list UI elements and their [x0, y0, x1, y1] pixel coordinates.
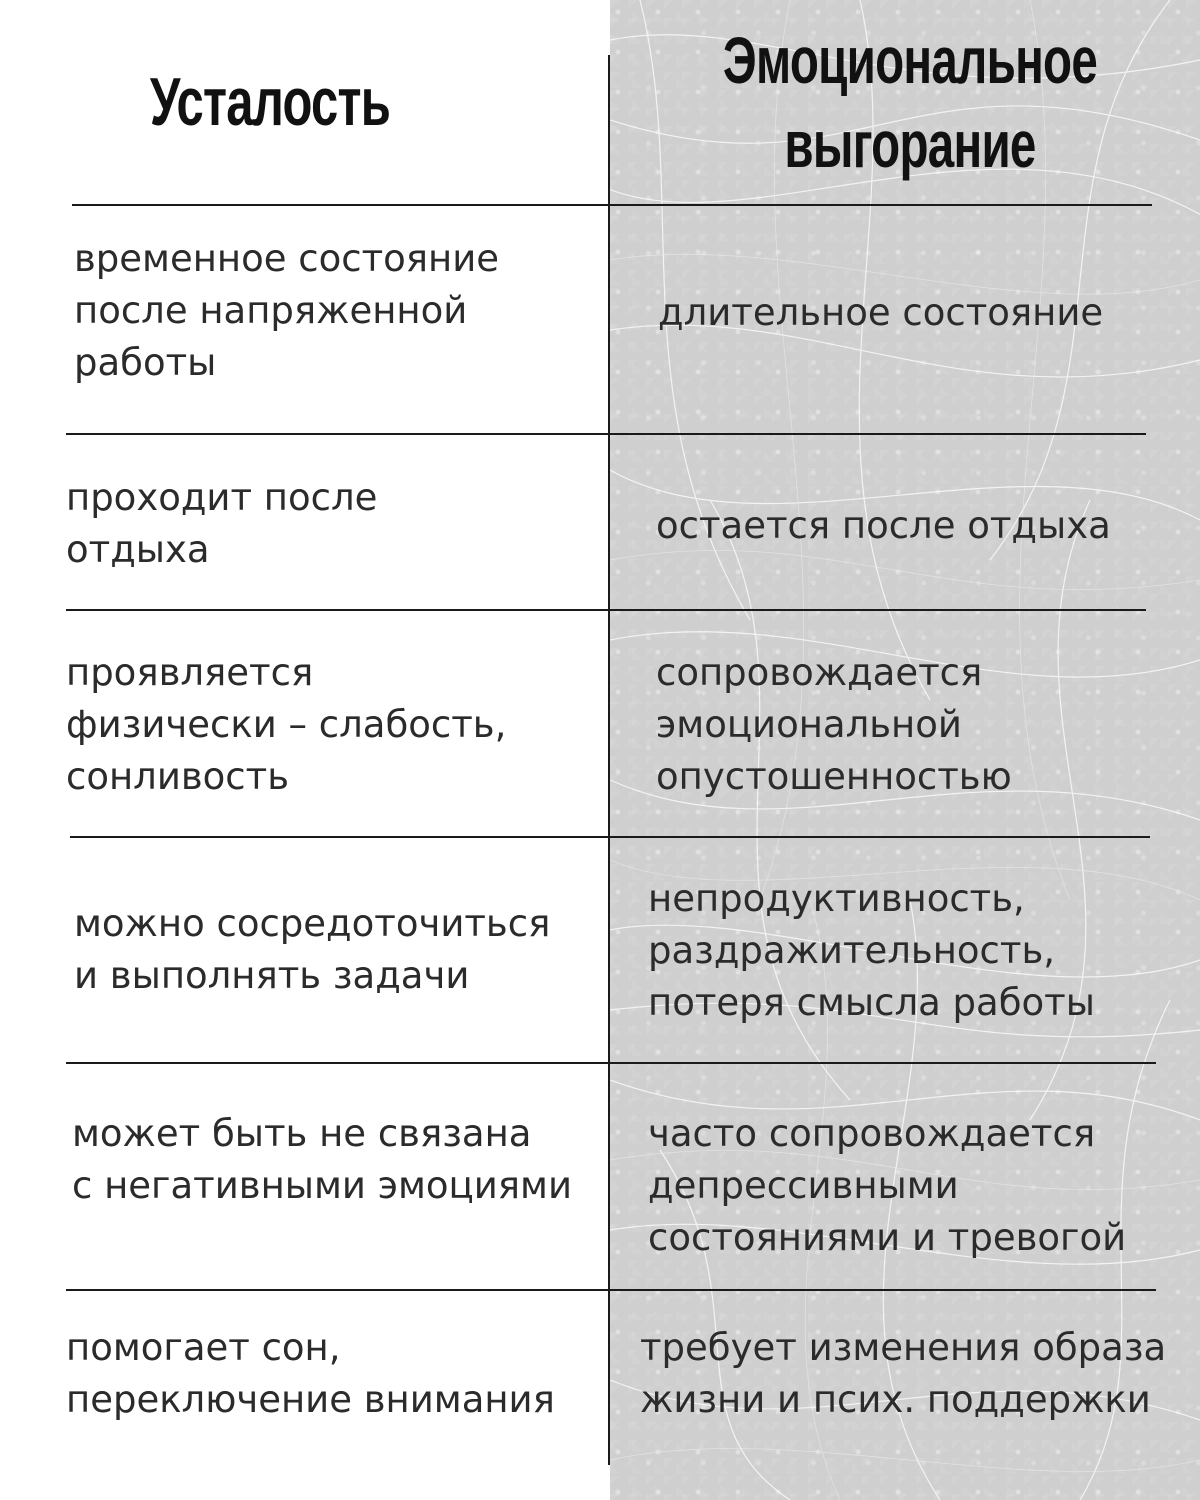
row-separator — [72, 204, 1152, 206]
header-fatigue: Усталость — [149, 64, 391, 140]
burnout-cell: сопровождается эмоциональной опустошенностью — [656, 651, 1012, 798]
row-separator — [66, 433, 1146, 435]
fatigue-cell: помогает сон, переключение внимания — [66, 1326, 555, 1421]
burnout-cell: непродуктивность, раздражительность, потеря смысла работы — [648, 877, 1095, 1024]
header-burnout: Эмоциональное выгорание — [722, 23, 1098, 181]
row-separator — [66, 1062, 1156, 1064]
fatigue-cell: может быть не связана с негативными эмоциями — [72, 1112, 573, 1207]
burnout-cell: требует изменения образа жизни и псих. поддержки — [640, 1326, 1167, 1421]
row-separator — [70, 836, 1150, 838]
fatigue-cell: проходит после отдыха — [66, 476, 378, 571]
burnout-cell: остается после отдыха — [656, 504, 1111, 547]
fatigue-cell: временное состояние после напряженной работы — [74, 237, 500, 384]
fatigue-cell: можно сосредоточиться и выполнять задачи — [74, 902, 551, 997]
row-separator — [66, 1289, 1156, 1291]
burnout-cell: длительное состояние — [658, 291, 1104, 334]
burnout-cell: часто сопровождается депрессивными состояниями и тревогой — [648, 1112, 1127, 1259]
row-separator — [66, 609, 1146, 611]
fatigue-cell: проявляется физически – слабость, сонливость — [66, 651, 507, 798]
column-divider — [608, 55, 610, 1465]
